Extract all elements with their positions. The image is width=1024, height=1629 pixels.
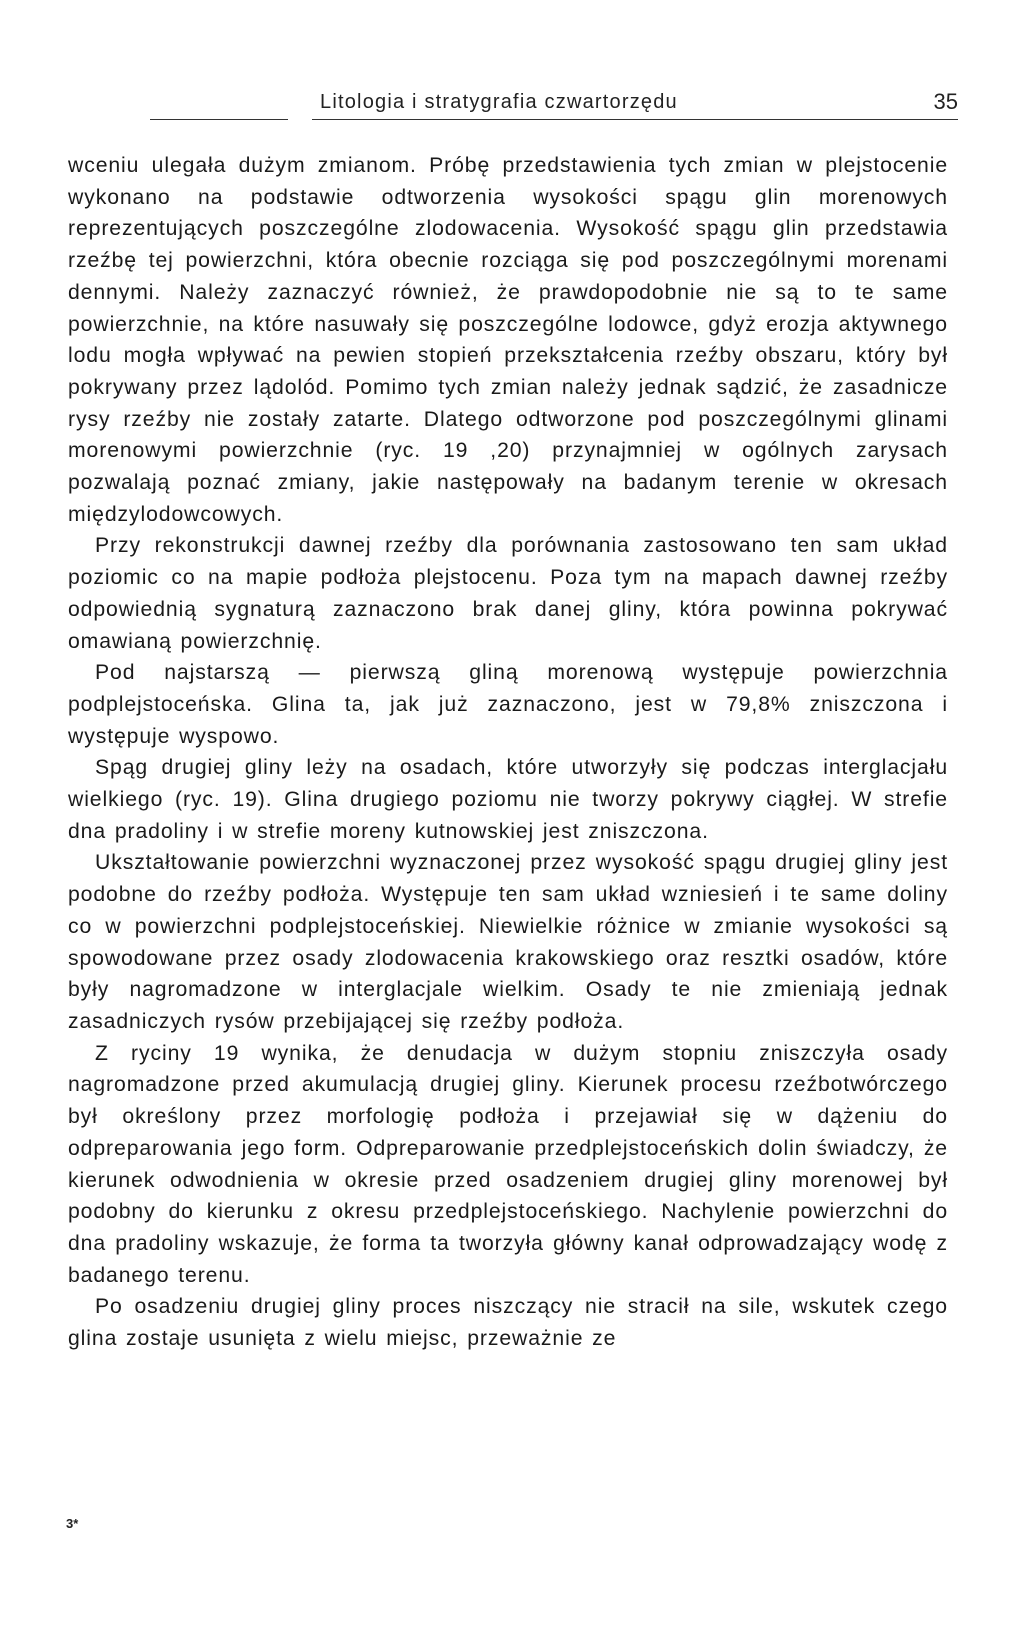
paragraph: Z ryciny 19 wynika, że denudacja w dużym stopniu zniszczyła osady nagromadzone przed akumulacją drugiej gliny. Kierunek procesu rzeźbotwórczego był określony przez morfologię podłoża i przejawiał się w dążeniu do odpreparowania jego form. Odpreparowanie przedplejstoceńskich dolin świadczy, że kierunek odwodnienia w okresie przed osadzeniem drugiej gliny morenowej był podobny do kierunku z okresu przedplejstoceńskiego. Nachylenie powierzchni do dna pradoliny wskazuje, że forma ta tworzyła główny kanał odprowadzający wodę z badanego terenu.: [68, 1041, 948, 1287]
paragraph: Po osadzeniu drugiej gliny proces niszczący nie stracił na sile, wskutek czego glina zostaje usunięta z wielu miejsc, przeważnie ze: [68, 1295, 948, 1351]
paragraph: Ukształtowanie powierzchni wyznaczonej przez wysokość spągu drugiej gliny jest podobne do rzeźby podłoża. Występuje ten sam układ wzniesień i te same doliny co w powierzchni podplejstoceńskiej. Niewielkie różnice w zmianie wysokości są spowodowane przez osady zlodowacenia krakowskiego oraz resztki osadów, które były nagromadzone w interglacjale wielkim. Osady te nie zmieniają jednak zasadniczych rysów przebijającej się rzeźby podłoża.: [68, 851, 948, 1033]
header-rule-right: [312, 119, 958, 120]
paragraph: Przy rekonstrukcji dawnej rzeźby dla porównania zastosowano ten sam układ poziomic co na mapie podłoża plejstocenu. Poza tym na mapach dawnej rzeźby odpowiednią sygnaturą zaznaczono brak danej gliny, która powinna pokrywać omawianą powierzchnię.: [68, 534, 948, 653]
running-title: Litologia i stratygrafia czwartorzędu: [320, 91, 678, 113]
paragraph: wceniu ulegała dużym zmianom. Próbę przedstawienia tych zmian w plejstocenie wykonano na podstawie odtworzenia wysokości spągu glin morenowych reprezentujących poszczególne zlodowacenia. Wysokość spągu glin przedstawia rzeźbę tej powierzchni, która obecnie rozciąga się pod poszczególnymi morenami dennymi. Należy zaznaczyć również, że prawdopodobnie nie są to te same powierzchnie, na które nasuwały się poszczególne lodowce, gdyż erozja aktywnego lodu mogła wpływać na pewien stopień przekształcenia rzeźby obszaru, który był pokrywany przez lądolód. Pomimo tych zmian należy jednak sądzić, że zasadnicze rysy rzeźby nie zostały zatarte. Dlatego odtworzone pod poszczególnymi glinami morenowymi powierzchnie (ryc. 19 ,20) przynajmniej w ogólnych zarysach pozwalają poznać zmiany, jakie następowały na badanym terenie w okresach międzylodowcowych.: [68, 154, 948, 526]
paragraph: Pod najstarszą — pierwszą gliną morenową występuje powierzchnia podplejstoceńska. Glina ta, jak już zaznaczono, jest w 79,8% zniszczona i występuje wyspowo.: [68, 661, 948, 748]
printer-signature: 3*: [66, 1516, 79, 1531]
header-rule-left: [150, 119, 288, 120]
body-text: [68, 150, 948, 1355]
paragraph: Spąg drugiej gliny leży na osadach, które utworzyły się podczas interglacjału wielkiego (ryc. 19). Glina drugiego poziomu nie tworzy pokrywy ciągłej. W strefie dna pradoliny i w strefie moreny kutnowskiej jest zniszczona.: [68, 756, 948, 843]
page-number: 35: [933, 89, 958, 114]
running-header: [150, 86, 958, 120]
